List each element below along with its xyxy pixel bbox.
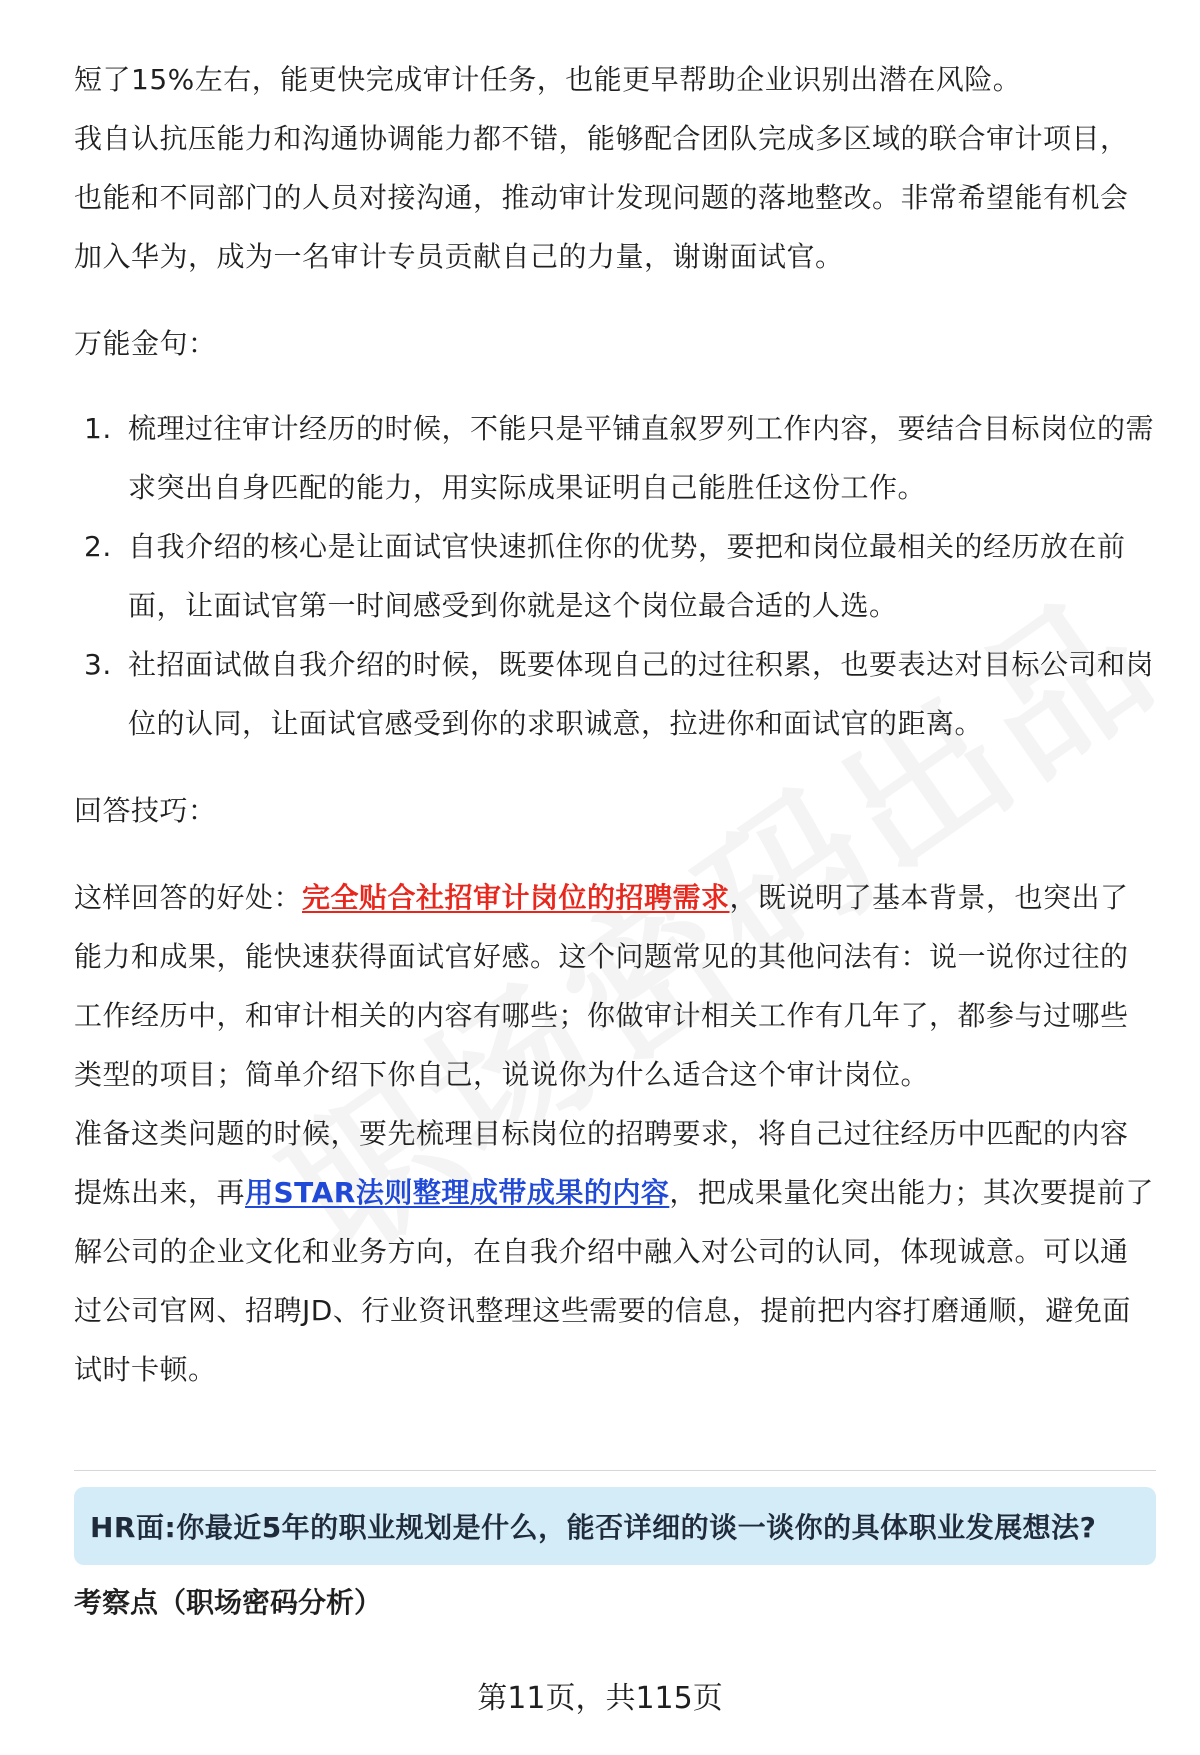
list-item-text: 社招面试做自我介绍的时候，既要体现自己的过往积累，也要表达对目标公司和岗位的认同，让面试官感受到你的求职诚意，拉进你和面试官的距离。 [128,648,1155,740]
list-item [74,635,1156,753]
question-text: HR面:你最近5年的职业规划是什么，能否详细的谈一谈你的具体职业发展想法? [90,1511,1097,1544]
list-number: 3. [84,648,112,681]
golden-sentences-list [74,399,1156,753]
list-number: 1. [84,412,112,445]
section-heading: 考察点（职场密码分析） [74,1586,383,1619]
list-item [74,399,1156,517]
list-item [74,517,1156,635]
text-run: ，既说明了基本背景，也突出了能力和成果，能快速获得面试官好感。这个问题常见的其他问法有：说一说你过往的工作经历中，和审计相关的内容有哪些；你做审计相关工作有几年了，都参与过哪些类型的项目；简单介绍下你自己，说说你为什么适合这个审计岗位。 [74,881,1129,1091]
list-number: 2. [84,530,112,563]
document-body [74,50,1156,1399]
page-number: 第11页，共115页 [477,1681,723,1716]
text-run: 这样回答的好处： [74,881,303,914]
paragraph-intro-end: 短了15%左右，能更快完成审计任务，也能更早帮助企业识别出潜在风险。 [74,63,1022,96]
answer-tips-paragraph-2 [74,1104,1156,1399]
paragraph-self-assessment: 我自认抗压能力和沟通协调能力都不错，能够配合团队完成多区域的联合审计项目，也能和不同部门的人员对接沟通，推动审计发现问题的落地整改。非常希望能有机会加入华为，成为一名审计专员贡献自己的力量，谢谢面试官。 [74,122,1129,273]
answer-tips-heading: 回答技巧： [74,794,217,827]
text-run: 准备这类问题的时候，要先梳理目标岗位的招聘要求，将自己过往经历中匹配的内容提炼出来，再 [74,1117,1129,1209]
list-item-text: 梳理过往审计经历的时候，不能只是平铺直叙罗列工作内容，要结合目标岗位的需求突出自身匹配的能力，用实际成果证明自己能胜任这份工作。 [128,412,1155,504]
golden-sentences-heading: 万能金句： [74,327,217,360]
text-run: ，把成果量化突出能力；其次要提前了解公司的企业文化和业务方向，在自我介绍中融入对公司的认同，体现诚意。可以通过公司官网、招聘JD、行业资讯整理这些需要的信息，提前把内容打磨通顺，避免面试时卡顿。 [74,1176,1154,1386]
question-banner [74,1487,1156,1565]
divider [74,1470,1156,1471]
list-item-text: 自我介绍的核心是让面试官快速抓住你的优势，要把和岗位最相关的经历放在前面，让面试官第一时间感受到你就是这个岗位最合适的人选。 [128,530,1126,622]
answer-tips-paragraph-1 [74,868,1156,1104]
highlight-blue: 用STAR法则整理成带成果的内容 [245,1176,670,1209]
highlight-red: 完全贴合社招审计岗位的招聘需求 [302,881,730,914]
